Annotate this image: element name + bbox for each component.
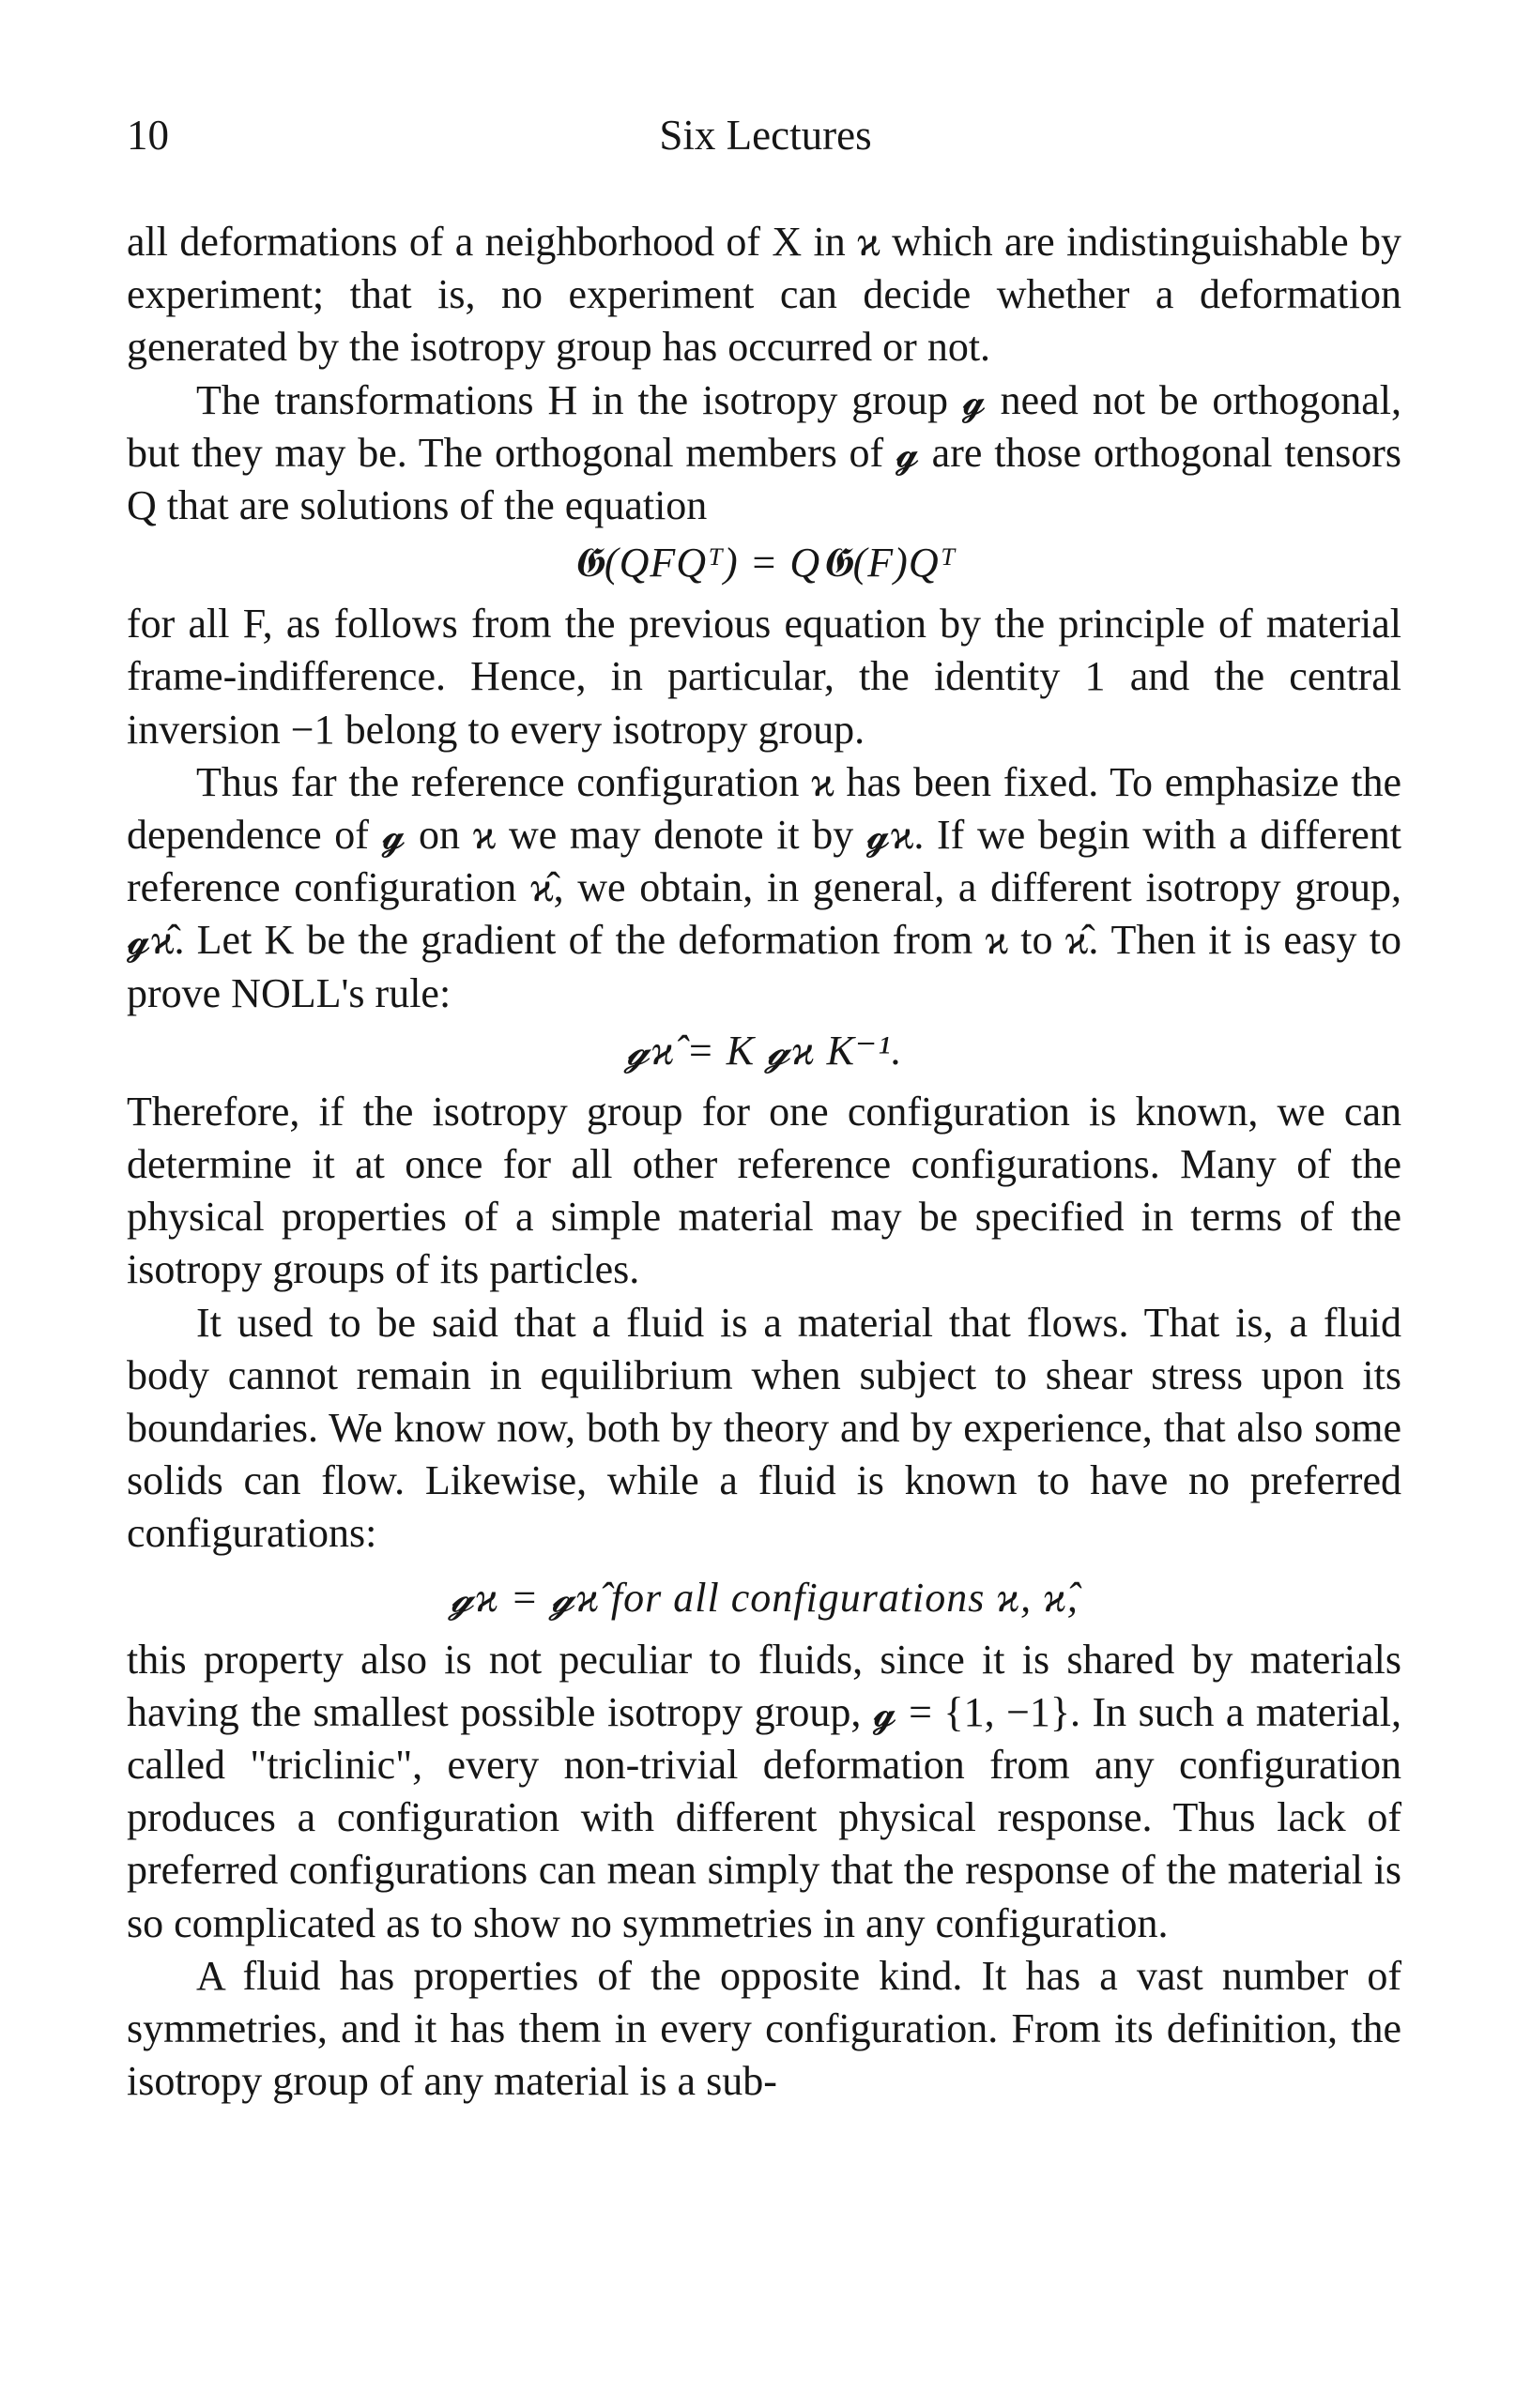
paragraph: for all F, as follows from the previous equation by the principle of material frame-indifference. Hence, in particular, the identity 1 and the central inversion −1 belong to every isotropy group. xyxy=(127,601,1401,753)
paragraph: It used to be said that a fluid is a material that flows. That is, a fluid body cannot remain in equilibrium when subject to shear stress upon its boundaries. We know now, both by theory and by experience, that also some solids can flow. Likewise, while a fluid is known to have no preferred configurations: xyxy=(127,1299,1401,1557)
running-title: Six Lectures xyxy=(659,112,872,159)
paragraph: Thus far the reference configuration ϰ has been fixed. To emphasize the dependence of 𝓰 on ϰ we may denote it by 𝓰ϰ. If we begin with a different reference configuration ϰ̂, we obtain, in general, a different isotropy group, 𝓰ϰ̂. Let K be the gradient of the deformation from ϰ to ϰ̂. Then it is easy to prove NOLL's rule: xyxy=(127,758,1401,1016)
paragraph: The transformations H in the isotropy group 𝓰 need not be orthogonal, but they may be. The orthogonal members of 𝓰 are those orthogonal tensors Q that are solutions of the equation xyxy=(127,376,1401,529)
display-equation: 𝓰ϰ̂ = K 𝓰ϰ K⁻¹. xyxy=(625,1027,903,1074)
paragraph: this property also is not peculiar to fluids, since it is shared by materials having the smallest possible isotropy group, 𝓰 = {1, −1}. In such a material, called "triclinic", every non-trivial deformation from any configuration produces a configuration with different physical response. Thus lack of preferred configurations can mean simply that the response of the material is so complicated as to show no symmetries in any configuration. xyxy=(127,1636,1401,1946)
paragraph: Therefore, if the isotropy group for one configuration is known, we can determine it at once for all other reference configurations. Many of the physical properties of a simple material may be specified in terms of the isotropy groups of its particles. xyxy=(127,1088,1401,1293)
display-equation: 𝕲(QFQᵀ) = Q𝕲(F)Qᵀ xyxy=(572,540,957,587)
display-equation: 𝓰ϰ = 𝓰ϰ̂ for all configurations ϰ, ϰ̂, xyxy=(450,1574,1079,1621)
paragraph: A fluid has properties of the opposite kind. It has a vast number of symmetries, and it has them in every configuration. From its definition, the isotropy group of any material is a sub- xyxy=(127,1952,1401,2105)
paragraph: all deformations of a neighborhood of X in ϰ which are indistinguishable by experiment; that is, no experiment can decide whether a deformation generated by the isotropy group has occurred or not. xyxy=(127,219,1401,371)
page-number: 10 xyxy=(127,112,169,159)
body-text xyxy=(127,216,1401,2109)
page-header xyxy=(0,111,1531,167)
